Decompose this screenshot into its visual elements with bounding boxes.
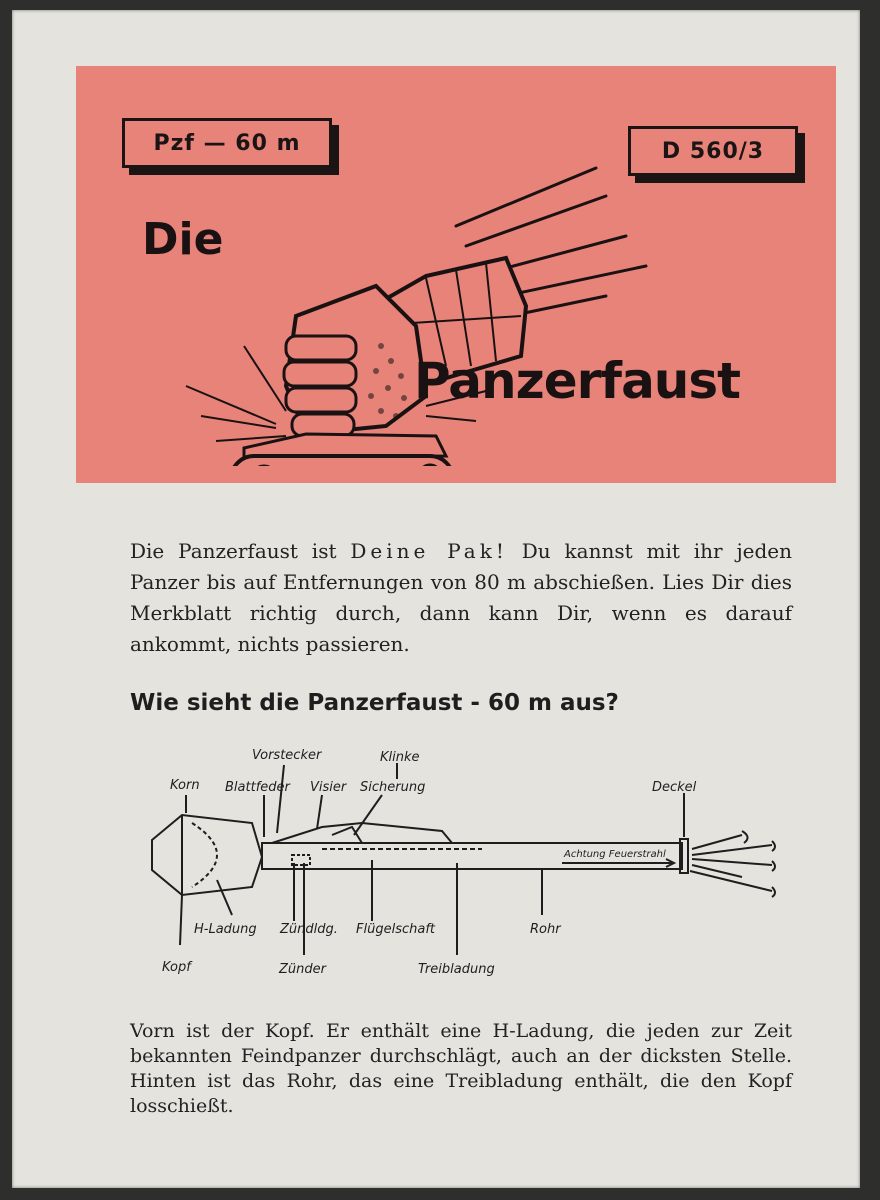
intro-paragraph [130,536,792,660]
label-treibladung: Treibladung [418,962,495,977]
title-panzerfaust: Panzerfaust [414,352,741,410]
label-sicherung: Sicherung [360,780,426,795]
leaflet-card [12,10,860,1188]
label-kopf: Kopf [162,960,191,975]
label-klinke: Klinke [380,750,420,765]
title-die: Die [142,214,224,265]
label-zuendldg: Zündldg. [280,922,338,937]
label-h-ladung: H-Ladung [194,922,257,937]
label-korn: Korn [170,778,200,793]
intro-text-before: Die Panzerfaust ist [130,539,351,563]
label-fluegelschaft: Flügelschaft [356,922,435,937]
weapon-diagram [122,745,802,985]
label-vorstecker: Vorstecker [252,748,322,763]
label-warning: Achtung Feuerstrahl [564,849,666,860]
section-heading: Wie sieht die Panzerfaust - 60 m aus? [130,690,619,716]
label-rohr: Rohr [530,922,561,937]
fist-tank-illustration [126,166,666,466]
title-banner [76,66,836,483]
description-paragraph: Vorn ist der Kopf. Er enthält eine H-Ladung, die jeden zur Zeit bekannten Feindpanzer durchschlägt, auch an der dicksten Stelle. Hinten ist das Rohr, das eine Treibladung enthält, die den Kopf losschießt. [130,1020,792,1117]
designation-tag: Pzf — 60 m [122,118,332,168]
label-blattfeder: Blattfeder [225,780,290,795]
intro-text-after: Du kannst mit ihr jeden Panzer bis auf Entfernungen von 80 m abschießen. Lies Dir dies Merkblatt richtig durch, dann kann Dir, wenn es darauf ankommt, nichts passieren. [130,539,793,656]
label-deckel: Deckel [652,780,697,795]
label-zuender: Zünder [279,962,326,977]
label-visier: Visier [310,780,347,795]
document-number-tag: D 560/3 [628,126,798,176]
intro-emphasis: Deine Pak! [350,539,508,563]
